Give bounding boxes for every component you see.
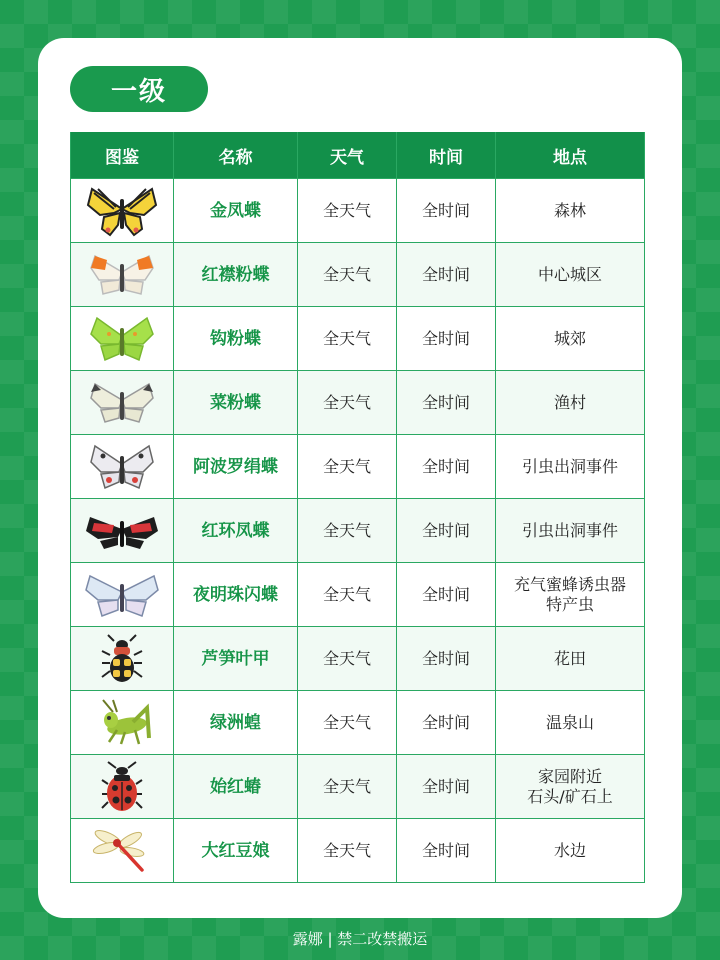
insect-time: 全时间: [397, 819, 496, 883]
insect-location: 渔村: [496, 371, 645, 435]
insect-location: 城郊: [496, 307, 645, 371]
insect-location-line-2: 特产虫: [545, 594, 594, 614]
insect-time: 全时间: [397, 243, 496, 307]
orange-tip-butterfly-icon: [87, 250, 157, 300]
insect-location: [496, 563, 645, 627]
insect-weather: 全天气: [298, 371, 397, 435]
column-header-weather: 天气: [298, 132, 397, 179]
insect-location: 中心城区: [496, 243, 645, 307]
insect-weather: 全天气: [298, 435, 397, 499]
asparagus-beetle-icon: [100, 633, 144, 685]
insect-weather: 全天气: [298, 307, 397, 371]
insect-location: 引虫出洞事件: [496, 499, 645, 563]
table-row: [71, 563, 645, 627]
insect-location: 温泉山: [496, 691, 645, 755]
level-badge: 一级: [70, 66, 208, 112]
insect-name: 红襟粉蝶: [174, 243, 298, 307]
insect-name: 大红豆娘: [174, 819, 298, 883]
swallowtail-butterfly-icon: [84, 185, 160, 237]
insect-weather: 全天气: [298, 755, 397, 819]
table-row: [71, 499, 645, 563]
insect-weather: 全天气: [298, 691, 397, 755]
insect-time: 全时间: [397, 563, 496, 627]
table-row: [71, 435, 645, 499]
column-header-location: 地点: [496, 132, 645, 179]
table-header-row: [71, 132, 645, 179]
insect-time: 全时间: [397, 755, 496, 819]
column-header-icon: 图鉴: [71, 132, 174, 179]
footer-credit: 露娜 | 禁二改禁搬运: [292, 930, 428, 948]
insect-location: 花田: [496, 627, 645, 691]
insect-name: 阿波罗绢蝶: [174, 435, 298, 499]
insect-table: [70, 132, 645, 883]
insect-time: 全时间: [397, 307, 496, 371]
insect-weather: 全天气: [298, 563, 397, 627]
red-ring-butterfly-icon: [84, 509, 160, 553]
table-row: [71, 819, 645, 883]
table-row: [71, 755, 645, 819]
table-row: [71, 691, 645, 755]
cabbage-white-butterfly-icon: [87, 378, 157, 428]
table-row: [71, 307, 645, 371]
table-row: [71, 627, 645, 691]
insect-name: 夜明珠闪蝶: [174, 563, 298, 627]
insect-weather: 全天气: [298, 179, 397, 243]
insect-weather: 全天气: [298, 499, 397, 563]
table-row: [71, 371, 645, 435]
insect-location-line-1: 家园附近: [537, 766, 602, 786]
insect-location: 森林: [496, 179, 645, 243]
insect-location-line-1: 充气蜜蜂诱虫器: [513, 574, 626, 594]
insect-weather: 全天气: [298, 627, 397, 691]
red-dragonfly-icon: [90, 826, 154, 876]
insect-location: 引虫出洞事件: [496, 435, 645, 499]
content-card: [38, 38, 682, 918]
insect-time: 全时间: [397, 499, 496, 563]
insect-time: 全时间: [397, 691, 496, 755]
insect-weather: 全天气: [298, 243, 397, 307]
table-row: [71, 179, 645, 243]
column-header-time: 时间: [397, 132, 496, 179]
insect-location: 水边: [496, 819, 645, 883]
green-grasshopper-icon: [91, 698, 153, 748]
insect-name: 芦笋叶甲: [174, 627, 298, 691]
insect-name: 红环凤蝶: [174, 499, 298, 563]
insect-name: 金凤蝶: [174, 179, 298, 243]
insect-time: 全时间: [397, 627, 496, 691]
insect-location: [496, 755, 645, 819]
insect-name: 始红蝽: [174, 755, 298, 819]
table-row: [71, 243, 645, 307]
insect-name: 绿洲蝗: [174, 691, 298, 755]
insect-time: 全时间: [397, 371, 496, 435]
brimstone-butterfly-icon: [87, 314, 157, 364]
insect-name: 菜粉蝶: [174, 371, 298, 435]
insect-name: 钩粉蝶: [174, 307, 298, 371]
insect-location-line-2: 石头/矿石上: [527, 786, 613, 806]
insect-time: 全时间: [397, 435, 496, 499]
insect-weather: 全天气: [298, 819, 397, 883]
apollo-butterfly-icon: [87, 442, 157, 492]
firebug-icon: [100, 760, 144, 814]
iridescent-butterfly-icon: [84, 570, 160, 620]
column-header-name: 名称: [174, 132, 298, 179]
insect-time: 全时间: [397, 179, 496, 243]
